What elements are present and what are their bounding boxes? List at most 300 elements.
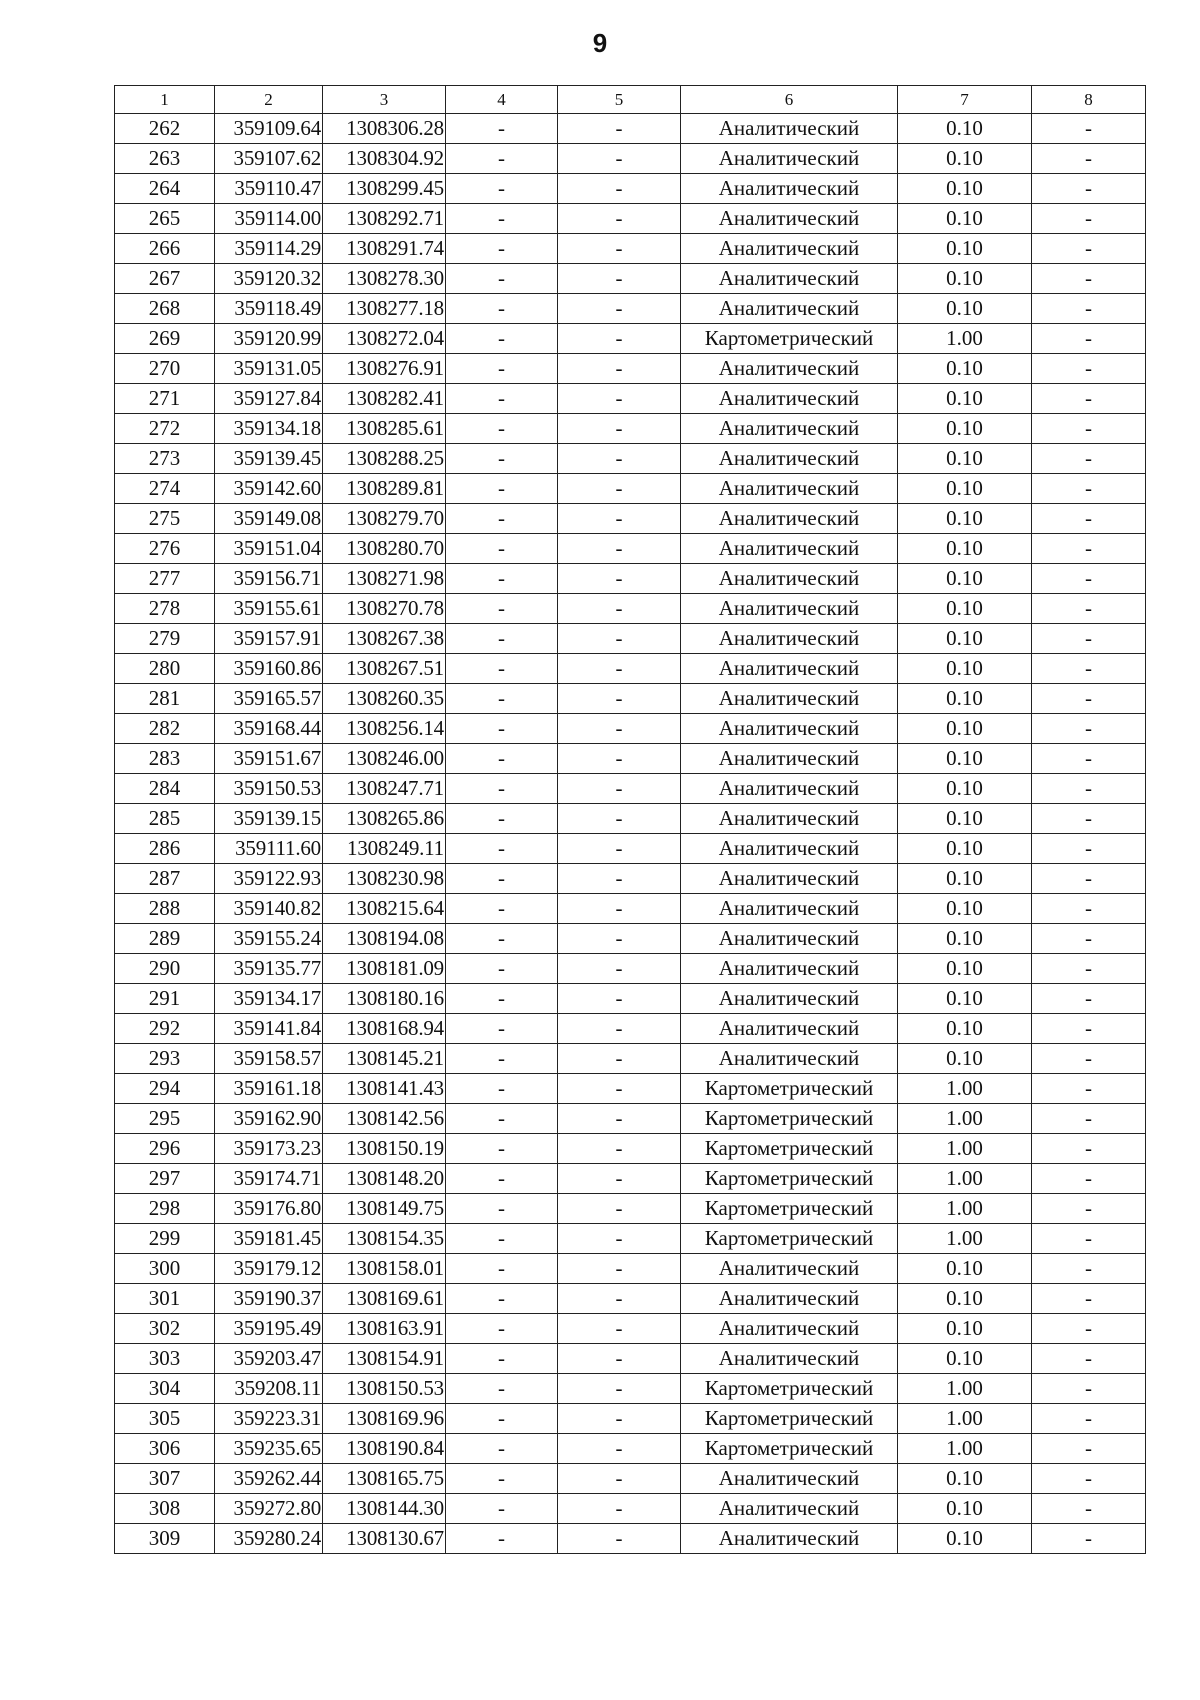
col-5-value-cell: - [558,1464,681,1494]
x-coordinate-cell: 359158.57 [215,1044,323,1074]
col-5-value-cell: - [558,804,681,834]
point-number-cell: 291 [115,984,215,1014]
y-coordinate-cell: 1308265.86 [323,804,446,834]
col-4-value-cell: - [446,744,558,774]
method-cell: Аналитический [681,1284,898,1314]
y-coordinate-cell: 1308230.98 [323,864,446,894]
point-number-cell: 308 [115,1494,215,1524]
col-4-value-cell: - [446,294,558,324]
method-cell: Аналитический [681,414,898,444]
table-row [115,744,1146,774]
point-number-cell: 300 [115,1254,215,1284]
point-number-cell: 264 [115,174,215,204]
method-cell: Картометрический [681,1164,898,1194]
coordinates-table [114,85,1146,1554]
point-number-cell: 302 [115,1314,215,1344]
col-4-value-cell: - [446,1254,558,1284]
table-row [115,804,1146,834]
y-coordinate-cell: 1308150.53 [323,1374,446,1404]
table-row [115,1464,1146,1494]
point-number-cell: 297 [115,1164,215,1194]
col-8-value-cell: - [1032,804,1146,834]
table-row [115,1524,1146,1554]
accuracy-cell: 0.10 [898,654,1032,684]
table-row [115,1014,1146,1044]
accuracy-cell: 0.10 [898,954,1032,984]
table-header-row [115,86,1146,114]
method-cell: Аналитический [681,1314,898,1344]
point-number-cell: 294 [115,1074,215,1104]
table-row [115,1344,1146,1374]
accuracy-cell: 1.00 [898,1164,1032,1194]
point-number-cell: 307 [115,1464,215,1494]
table-row [115,114,1146,144]
col-4-value-cell: - [446,1524,558,1554]
x-coordinate-cell: 359120.99 [215,324,323,354]
col-8-value-cell: - [1032,714,1146,744]
col-4-value-cell: - [446,1344,558,1374]
col-4-value-cell: - [446,624,558,654]
table-row [115,414,1146,444]
col-8-value-cell: - [1032,1194,1146,1224]
point-number-cell: 272 [115,414,215,444]
col-8-value-cell: - [1032,684,1146,714]
col-5-value-cell: - [558,954,681,984]
point-number-cell: 293 [115,1044,215,1074]
col-8-value-cell: - [1032,984,1146,1014]
table-row [115,714,1146,744]
point-number-cell: 290 [115,954,215,984]
point-number-cell: 277 [115,564,215,594]
accuracy-cell: 0.10 [898,354,1032,384]
col-5-value-cell: - [558,1314,681,1344]
col-8-value-cell: - [1032,264,1146,294]
method-cell: Аналитический [681,594,898,624]
y-coordinate-cell: 1308148.20 [323,1164,446,1194]
accuracy-cell: 0.10 [898,1254,1032,1284]
col-8-value-cell: - [1032,1404,1146,1434]
y-coordinate-cell: 1308194.08 [323,924,446,954]
point-number-cell: 279 [115,624,215,654]
column-header: 5 [558,86,681,114]
accuracy-cell: 0.10 [898,1494,1032,1524]
col-5-value-cell: - [558,324,681,354]
col-5-value-cell: - [558,1044,681,1074]
point-number-cell: 284 [115,774,215,804]
point-number-cell: 296 [115,1134,215,1164]
col-8-value-cell: - [1032,204,1146,234]
accuracy-cell: 0.10 [898,1314,1032,1344]
col-5-value-cell: - [558,594,681,624]
x-coordinate-cell: 359181.45 [215,1224,323,1254]
x-coordinate-cell: 359161.18 [215,1074,323,1104]
table-row [115,204,1146,234]
x-coordinate-cell: 359139.45 [215,444,323,474]
method-cell: Картометрический [681,1074,898,1104]
col-5-value-cell: - [558,504,681,534]
col-5-value-cell: - [558,654,681,684]
col-5-value-cell: - [558,864,681,894]
x-coordinate-cell: 359122.93 [215,864,323,894]
method-cell: Картометрический [681,1224,898,1254]
column-header: 7 [898,86,1032,114]
col-5-value-cell: - [558,174,681,204]
accuracy-cell: 0.10 [898,564,1032,594]
col-4-value-cell: - [446,564,558,594]
x-coordinate-cell: 359109.64 [215,114,323,144]
table-row [115,594,1146,624]
col-8-value-cell: - [1032,954,1146,984]
accuracy-cell: 0.10 [898,1044,1032,1074]
x-coordinate-cell: 359162.90 [215,1104,323,1134]
table-row [115,684,1146,714]
col-8-value-cell: - [1032,144,1146,174]
method-cell: Аналитический [681,1044,898,1074]
table-row [115,384,1146,414]
accuracy-cell: 0.10 [898,1284,1032,1314]
table-row [115,174,1146,204]
accuracy-cell: 0.10 [898,174,1032,204]
col-5-value-cell: - [558,714,681,744]
col-8-value-cell: - [1032,864,1146,894]
y-coordinate-cell: 1308272.04 [323,324,446,354]
x-coordinate-cell: 359150.53 [215,774,323,804]
method-cell: Аналитический [681,174,898,204]
method-cell: Картометрический [681,1134,898,1164]
y-coordinate-cell: 1308247.71 [323,774,446,804]
table-row [115,864,1146,894]
col-8-value-cell: - [1032,1374,1146,1404]
x-coordinate-cell: 359235.65 [215,1434,323,1464]
col-4-value-cell: - [446,1194,558,1224]
method-cell: Аналитический [681,234,898,264]
col-4-value-cell: - [446,414,558,444]
x-coordinate-cell: 359120.32 [215,264,323,294]
method-cell: Картометрический [681,324,898,354]
table-row [115,1044,1146,1074]
point-number-cell: 278 [115,594,215,624]
table-row [115,1314,1146,1344]
col-8-value-cell: - [1032,564,1146,594]
accuracy-cell: 1.00 [898,1434,1032,1464]
x-coordinate-cell: 359262.44 [215,1464,323,1494]
method-cell: Картометрический [681,1194,898,1224]
col-5-value-cell: - [558,114,681,144]
point-number-cell: 276 [115,534,215,564]
accuracy-cell: 0.10 [898,444,1032,474]
col-5-value-cell: - [558,1164,681,1194]
col-8-value-cell: - [1032,1044,1146,1074]
table-row [115,1224,1146,1254]
x-coordinate-cell: 359223.31 [215,1404,323,1434]
col-4-value-cell: - [446,1314,558,1344]
col-5-value-cell: - [558,1374,681,1404]
method-cell: Аналитический [681,114,898,144]
col-5-value-cell: - [558,1254,681,1284]
y-coordinate-cell: 1308154.35 [323,1224,446,1254]
accuracy-cell: 0.10 [898,504,1032,534]
table-row [115,534,1146,564]
column-header: 4 [446,86,558,114]
column-header: 3 [323,86,446,114]
accuracy-cell: 0.10 [898,894,1032,924]
point-number-cell: 262 [115,114,215,144]
x-coordinate-cell: 359174.71 [215,1164,323,1194]
col-8-value-cell: - [1032,504,1146,534]
col-4-value-cell: - [446,1074,558,1104]
method-cell: Аналитический [681,654,898,684]
y-coordinate-cell: 1308270.78 [323,594,446,624]
table-row [115,294,1146,324]
y-coordinate-cell: 1308130.67 [323,1524,446,1554]
method-cell: Аналитический [681,1344,898,1374]
y-coordinate-cell: 1308249.11 [323,834,446,864]
x-coordinate-cell: 359176.80 [215,1194,323,1224]
col-8-value-cell: - [1032,1464,1146,1494]
col-8-value-cell: - [1032,1014,1146,1044]
method-cell: Аналитический [681,684,898,714]
col-8-value-cell: - [1032,1434,1146,1464]
accuracy-cell: 0.10 [898,804,1032,834]
x-coordinate-cell: 359149.08 [215,504,323,534]
y-coordinate-cell: 1308260.35 [323,684,446,714]
accuracy-cell: 0.10 [898,1344,1032,1374]
col-4-value-cell: - [446,384,558,414]
method-cell: Аналитический [681,714,898,744]
y-coordinate-cell: 1308304.92 [323,144,446,174]
col-4-value-cell: - [446,774,558,804]
table-row [115,1434,1146,1464]
method-cell: Аналитический [681,774,898,804]
col-8-value-cell: - [1032,1524,1146,1554]
accuracy-cell: 0.10 [898,1464,1032,1494]
accuracy-cell: 0.10 [898,594,1032,624]
col-8-value-cell: - [1032,384,1146,414]
y-coordinate-cell: 1308280.70 [323,534,446,564]
accuracy-cell: 0.10 [898,714,1032,744]
col-5-value-cell: - [558,684,681,714]
point-number-cell: 289 [115,924,215,954]
table-row [115,984,1146,1014]
col-4-value-cell: - [446,1404,558,1434]
y-coordinate-cell: 1308246.00 [323,744,446,774]
method-cell: Аналитический [681,804,898,834]
method-cell: Аналитический [681,1254,898,1284]
point-number-cell: 263 [115,144,215,174]
table-row [115,1284,1146,1314]
x-coordinate-cell: 359157.91 [215,624,323,654]
col-4-value-cell: - [446,504,558,534]
y-coordinate-cell: 1308267.51 [323,654,446,684]
accuracy-cell: 0.10 [898,924,1032,954]
y-coordinate-cell: 1308215.64 [323,894,446,924]
column-header: 1 [115,86,215,114]
col-5-value-cell: - [558,924,681,954]
col-4-value-cell: - [446,174,558,204]
x-coordinate-cell: 359272.80 [215,1494,323,1524]
accuracy-cell: 0.10 [898,624,1032,654]
col-8-value-cell: - [1032,414,1146,444]
col-5-value-cell: - [558,834,681,864]
table-row [115,1104,1146,1134]
accuracy-cell: 0.10 [898,744,1032,774]
col-8-value-cell: - [1032,114,1146,144]
point-number-cell: 301 [115,1284,215,1314]
x-coordinate-cell: 359155.24 [215,924,323,954]
method-cell: Аналитический [681,1464,898,1494]
col-4-value-cell: - [446,594,558,624]
x-coordinate-cell: 359139.15 [215,804,323,834]
table-row [115,354,1146,384]
accuracy-cell: 0.10 [898,684,1032,714]
method-cell: Картометрический [681,1404,898,1434]
method-cell: Аналитический [681,264,898,294]
point-number-cell: 303 [115,1344,215,1374]
method-cell: Аналитический [681,294,898,324]
col-8-value-cell: - [1032,444,1146,474]
col-8-value-cell: - [1032,234,1146,264]
point-number-cell: 266 [115,234,215,264]
accuracy-cell: 1.00 [898,1134,1032,1164]
table-row [115,234,1146,264]
method-cell: Картометрический [681,1104,898,1134]
table-row [115,264,1146,294]
x-coordinate-cell: 359127.84 [215,384,323,414]
col-8-value-cell: - [1032,894,1146,924]
method-cell: Аналитический [681,474,898,504]
x-coordinate-cell: 359134.18 [215,414,323,444]
y-coordinate-cell: 1308292.71 [323,204,446,234]
table-row [115,924,1146,954]
col-8-value-cell: - [1032,594,1146,624]
col-5-value-cell: - [558,204,681,234]
x-coordinate-cell: 359168.44 [215,714,323,744]
point-number-cell: 273 [115,444,215,474]
x-coordinate-cell: 359114.29 [215,234,323,264]
col-5-value-cell: - [558,384,681,414]
col-4-value-cell: - [446,1104,558,1134]
method-cell: Аналитический [681,1524,898,1554]
x-coordinate-cell: 359135.77 [215,954,323,984]
col-4-value-cell: - [446,834,558,864]
col-5-value-cell: - [558,444,681,474]
method-cell: Аналитический [681,144,898,174]
accuracy-cell: 1.00 [898,1074,1032,1104]
y-coordinate-cell: 1308289.81 [323,474,446,504]
col-4-value-cell: - [446,264,558,294]
col-4-value-cell: - [446,144,558,174]
table-row [115,1494,1146,1524]
accuracy-cell: 0.10 [898,864,1032,894]
col-4-value-cell: - [446,114,558,144]
accuracy-cell: 1.00 [898,1224,1032,1254]
y-coordinate-cell: 1308150.19 [323,1134,446,1164]
y-coordinate-cell: 1308306.28 [323,114,446,144]
point-number-cell: 275 [115,504,215,534]
y-coordinate-cell: 1308163.91 [323,1314,446,1344]
point-number-cell: 269 [115,324,215,354]
col-5-value-cell: - [558,264,681,294]
col-5-value-cell: - [558,1074,681,1104]
col-4-value-cell: - [446,1164,558,1194]
x-coordinate-cell: 359110.47 [215,174,323,204]
point-number-cell: 265 [115,204,215,234]
col-5-value-cell: - [558,744,681,774]
method-cell: Аналитический [681,954,898,984]
point-number-cell: 280 [115,654,215,684]
point-number-cell: 271 [115,384,215,414]
col-5-value-cell: - [558,354,681,384]
col-5-value-cell: - [558,1404,681,1434]
point-number-cell: 298 [115,1194,215,1224]
point-number-cell: 283 [115,744,215,774]
page-number: 9 [592,28,608,58]
y-coordinate-cell: 1308145.21 [323,1044,446,1074]
x-coordinate-cell: 359280.24 [215,1524,323,1554]
accuracy-cell: 0.10 [898,264,1032,294]
col-5-value-cell: - [558,894,681,924]
method-cell: Аналитический [681,984,898,1014]
point-number-cell: 281 [115,684,215,714]
column-header: 2 [215,86,323,114]
col-5-value-cell: - [558,1224,681,1254]
col-5-value-cell: - [558,624,681,654]
point-number-cell: 306 [115,1434,215,1464]
col-4-value-cell: - [446,324,558,354]
y-coordinate-cell: 1308285.61 [323,414,446,444]
x-coordinate-cell: 359140.82 [215,894,323,924]
accuracy-cell: 1.00 [898,1194,1032,1224]
point-number-cell: 288 [115,894,215,924]
x-coordinate-cell: 359131.05 [215,354,323,384]
column-header: 8 [1032,86,1146,114]
col-8-value-cell: - [1032,1314,1146,1344]
x-coordinate-cell: 359165.57 [215,684,323,714]
accuracy-cell: 0.10 [898,414,1032,444]
accuracy-cell: 0.10 [898,144,1032,174]
point-number-cell: 287 [115,864,215,894]
table-row [115,624,1146,654]
col-4-value-cell: - [446,1494,558,1524]
x-coordinate-cell: 359173.23 [215,1134,323,1164]
col-8-value-cell: - [1032,1224,1146,1254]
col-8-value-cell: - [1032,474,1146,504]
col-8-value-cell: - [1032,354,1146,384]
point-number-cell: 299 [115,1224,215,1254]
accuracy-cell: 1.00 [898,1104,1032,1134]
col-5-value-cell: - [558,1014,681,1044]
y-coordinate-cell: 1308277.18 [323,294,446,324]
col-4-value-cell: - [446,534,558,564]
method-cell: Аналитический [681,1494,898,1524]
col-4-value-cell: - [446,684,558,714]
col-5-value-cell: - [558,294,681,324]
accuracy-cell: 0.10 [898,984,1032,1014]
col-5-value-cell: - [558,234,681,264]
x-coordinate-cell: 359179.12 [215,1254,323,1284]
method-cell: Аналитический [681,384,898,414]
y-coordinate-cell: 1308180.16 [323,984,446,1014]
col-4-value-cell: - [446,1044,558,1074]
table-row [115,1404,1146,1434]
x-coordinate-cell: 359195.49 [215,1314,323,1344]
point-number-cell: 285 [115,804,215,834]
table-row [115,654,1146,684]
point-number-cell: 286 [115,834,215,864]
x-coordinate-cell: 359107.62 [215,144,323,174]
table-row [115,324,1146,354]
y-coordinate-cell: 1308279.70 [323,504,446,534]
